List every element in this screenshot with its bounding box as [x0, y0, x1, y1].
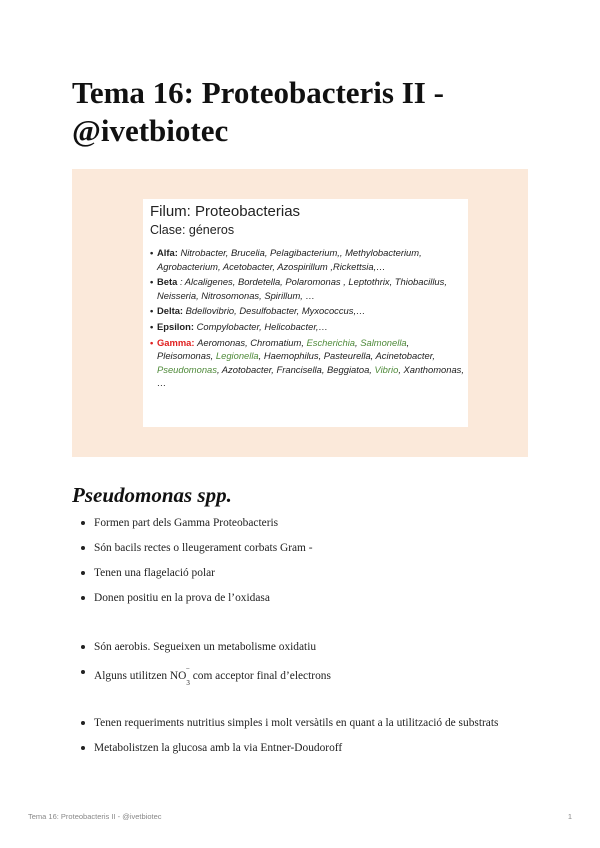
- section-heading: Pseudomonas spp.: [72, 483, 232, 507]
- genus-text: Nitrobacter, Brucelia, Pelagibacterium,, Methylobacterium, Agrobacterium, Acetobacter, Azospirillum ,Rickettsia,…: [157, 247, 422, 272]
- figure-panel: [72, 169, 528, 457]
- page-number: 1: [567, 812, 572, 821]
- bullet-text: Són bacils rectes o lleugerament corbats Gram -: [94, 542, 313, 554]
- slide-subtitle: Clase: géneros: [150, 223, 235, 237]
- class-genera: [157, 247, 422, 272]
- class-name: Gamma:: [157, 336, 198, 348]
- footer-title: Tema 16: Proteobacteris II - @ivetbiotec: [28, 812, 162, 821]
- highlighted-genus: Vibrio: [374, 363, 399, 375]
- slide-class-item: [150, 275, 468, 302]
- slide-image: [143, 199, 468, 427]
- class-genera: [186, 305, 366, 316]
- bullet-list-2: [72, 637, 552, 687]
- class-genera: [157, 337, 464, 389]
- class-name: Delta:: [157, 305, 186, 317]
- bullet-icon: [81, 721, 85, 725]
- bullet-list-1: [72, 513, 552, 613]
- bullet-icon: [81, 546, 85, 550]
- list-item: [72, 637, 552, 662]
- bullet-icon: [81, 645, 85, 649]
- genus-text: Compylobacter, Helicobacter,…: [196, 320, 328, 332]
- class-name: Epsilon:: [157, 320, 197, 332]
- genus-text: , Pleisomonas,: [157, 336, 410, 362]
- genus-text: , Azotobacter, Francisella, Beggiatoa,: [216, 363, 375, 375]
- list-item: [72, 513, 552, 538]
- bullet-text: Són aerobis. Segueixen un metabolisme oxidatiu: [94, 641, 317, 653]
- slide-class-item: [150, 336, 468, 390]
- bullet-icon: [81, 571, 85, 575]
- list-item: [72, 538, 552, 563]
- class-genera: [157, 276, 447, 301]
- list-item: [72, 738, 552, 763]
- slide-class-item: [150, 246, 468, 273]
- page-title: Tema 16: Proteobacteris II - @ivetbiotec: [72, 75, 444, 148]
- highlighted-genus: Pseudomonas: [157, 363, 217, 375]
- highlighted-genus: Escherichia: [306, 336, 356, 348]
- class-genera: [197, 321, 328, 332]
- slide-class-item: [150, 320, 468, 334]
- bullet-text-after: com acceptor final d’electrons: [189, 669, 331, 682]
- genus-text: , Xanthomonas, …: [157, 363, 464, 389]
- bullet-text: Metabolistzen la glucosa amb la via Entner-Doudoroff: [94, 742, 343, 754]
- genus-text: ,: [355, 336, 361, 348]
- nitrate-charge: −: [185, 665, 190, 673]
- slide-class-list: [150, 246, 468, 390]
- bullet-icon: [81, 670, 85, 674]
- bullet-text: Formen part dels Gamma Proteobacteris: [94, 517, 279, 529]
- bullet-icon: [81, 596, 85, 600]
- nitrate-formula: [186, 662, 189, 690]
- genus-text: , Haemophilus, Pasteurella, Acinetobacter,: [258, 350, 435, 362]
- bullet-icon: [81, 746, 85, 750]
- bullet-text: Tenen requeriments nutritius simples i molt versàtils en quant a la utilització de substrats: [94, 717, 499, 729]
- nitrate-subscript: 3: [186, 679, 190, 688]
- slide-class-item: [150, 304, 468, 318]
- class-name: Beta: [157, 276, 180, 288]
- slide-title: Filum: Proteobacterias: [150, 203, 301, 220]
- bullet-icon: [81, 521, 85, 525]
- list-item: [72, 662, 552, 687]
- highlighted-genus: Salmonella: [360, 336, 407, 348]
- genus-text: Bdellovibrio, Desulfobacter, Myxococcus,…: [185, 305, 366, 317]
- bullet-text-before: Alguns utilitzen NO: [94, 669, 187, 682]
- bullet-list-3: [72, 713, 552, 763]
- bullet-text: Tenen una flagelació polar: [94, 567, 215, 579]
- bullet-text: Donen positiu en la prova de l’oxidasa: [94, 592, 270, 604]
- list-item: [72, 588, 552, 613]
- highlighted-genus: Legionella: [215, 350, 259, 362]
- genus-text: : Alcaligenes, Bordetella, Polaromonas , Leptothrix, Thiobacillus, Neisseria, Nitrosomonas, Spirillum, …: [157, 276, 447, 301]
- class-name: Alfa:: [157, 247, 181, 258]
- list-item: [72, 713, 552, 738]
- genus-text: Aeromonas, Chromatium,: [197, 336, 307, 348]
- list-item: [72, 563, 552, 588]
